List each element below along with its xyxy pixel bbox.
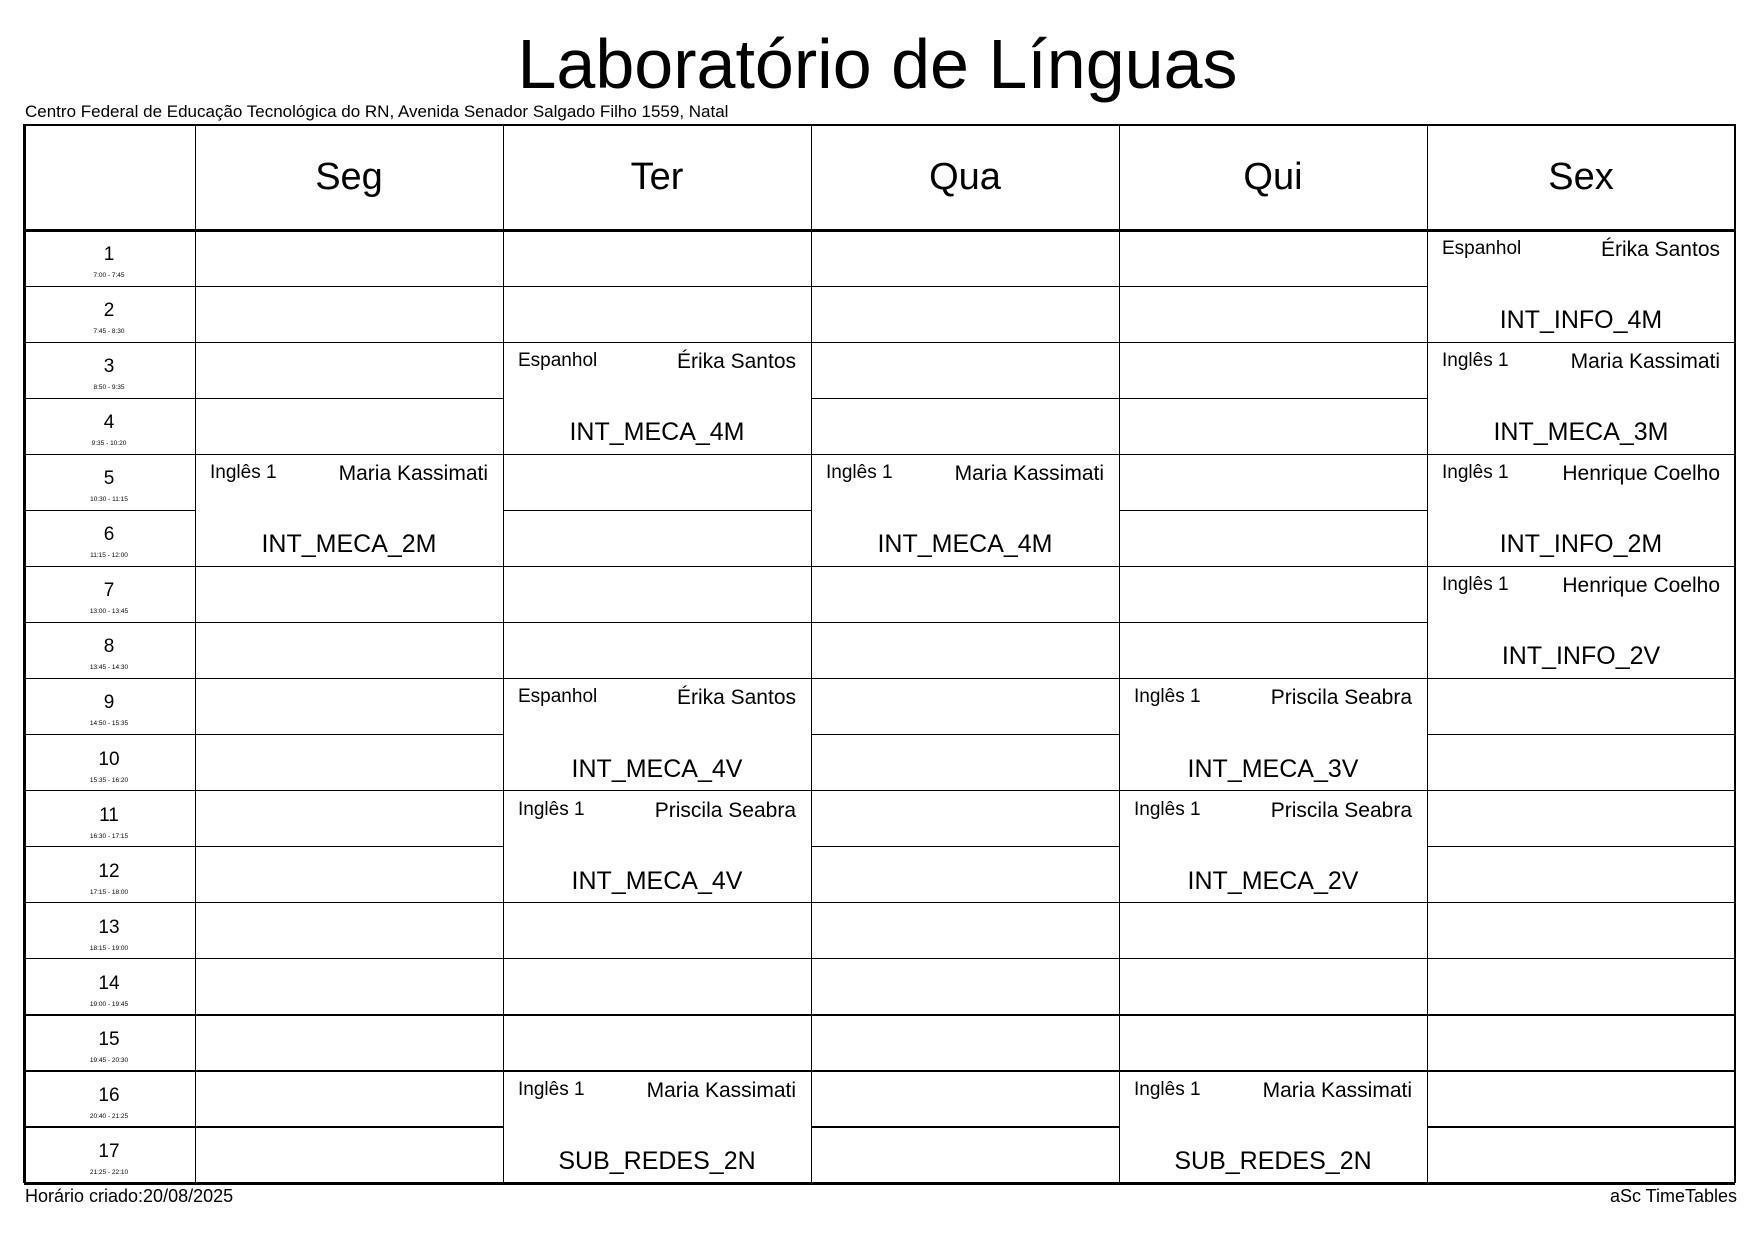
day-header: Qua (929, 155, 1001, 198)
period-number: 6 (103, 524, 115, 546)
row-divider (503, 958, 811, 959)
row-divider (1119, 958, 1427, 959)
period-time: 21:25 - 22:10 (89, 1168, 129, 1176)
lesson-subject: Inglês 1 (1134, 686, 1201, 708)
period-time: 13:00 - 13:45 (89, 608, 129, 616)
day-header: Seg (315, 155, 383, 198)
row-divider (811, 1070, 1119, 1071)
lesson-subject: Espanhol (1442, 238, 1522, 259)
row-divider (195, 286, 503, 287)
row-divider (811, 790, 1119, 791)
lesson-teacher: Maria Kassimati (1570, 350, 1720, 374)
period-number: 10 (98, 748, 120, 770)
created-date: Horário criado:20/08/2025 (25, 1186, 234, 1206)
lesson-subject: Espanhol (518, 350, 598, 372)
row-divider (811, 846, 1119, 847)
lesson-subject: Inglês 1 (1134, 1078, 1201, 1100)
period-time: 8:50 - 9:35 (93, 384, 125, 392)
row-divider (195, 1126, 503, 1127)
lesson-card[interactable] (503, 1071, 811, 1183)
lesson-teacher: Priscila Seabra (654, 798, 796, 822)
row-divider (811, 342, 1119, 343)
row-divider (24, 510, 195, 511)
row-divider (1119, 454, 1427, 455)
lesson-teacher: Érika Santos (676, 350, 796, 374)
page-title: Laboratório de Línguas (517, 25, 1238, 103)
period-time: 15:35 - 16:20 (89, 776, 129, 784)
row-divider (1119, 510, 1427, 511)
lesson-class: INT_INFO_2V (1501, 642, 1661, 671)
lesson-subject: Inglês 1 (1134, 798, 1201, 820)
row-divider (24, 846, 195, 847)
period-number: 3 (103, 356, 115, 378)
lesson-teacher: Henrique Coelho (1562, 574, 1720, 598)
row-divider (1427, 1126, 1735, 1127)
lesson-card[interactable] (1119, 678, 1427, 790)
lesson-class: INT_INFO_2M (1499, 530, 1663, 559)
period-number: 4 (103, 412, 115, 434)
period-number: 2 (103, 300, 115, 322)
row-divider (811, 1014, 1119, 1015)
row-divider (811, 1126, 1119, 1127)
row-divider (811, 902, 1119, 903)
period-number: 13 (98, 916, 120, 938)
row-divider (1427, 790, 1735, 791)
row-divider (195, 790, 503, 791)
row-divider (24, 902, 195, 903)
row-divider (24, 342, 195, 343)
lesson-class: INT_MECA_2M (261, 530, 437, 559)
row-divider (811, 622, 1119, 623)
row-divider (1119, 342, 1427, 343)
period-number: 15 (98, 1028, 120, 1050)
row-divider (195, 958, 503, 959)
lesson-teacher: Priscila Seabra (1270, 798, 1412, 822)
row-divider (24, 454, 195, 455)
row-divider (1119, 566, 1427, 567)
lesson-card[interactable] (503, 678, 811, 790)
row-divider (811, 398, 1119, 399)
row-divider (24, 1126, 195, 1127)
row-divider (195, 398, 503, 399)
period-time: 13:45 - 14:30 (89, 664, 129, 672)
row-divider (24, 790, 195, 791)
row-divider (811, 286, 1119, 287)
lesson-subject: Inglês 1 (1442, 574, 1509, 596)
lesson-class: INT_MECA_4M (877, 530, 1053, 559)
lesson-teacher: Maria Kassimati (954, 462, 1104, 486)
lesson-subject: Inglês 1 (518, 1078, 585, 1100)
period-time: 11:15 - 12:00 (90, 552, 128, 560)
row-divider (1427, 1014, 1735, 1015)
row-divider (811, 958, 1119, 959)
row-divider (811, 678, 1119, 679)
row-divider (195, 846, 503, 847)
lesson-subject: Inglês 1 (518, 798, 585, 820)
school-address: Centro Federal de Educação Tecnológica do RN, Avenida Senador Salgado Filho 1559, Natal (25, 102, 729, 121)
lesson-class: INT_MECA_3M (1493, 418, 1669, 447)
period-time: 17:15 - 18:00 (89, 888, 129, 896)
lesson-subject: Inglês 1 (1442, 350, 1509, 372)
lesson-card[interactable] (811, 454, 1119, 566)
period-time: 19:45 - 20:30 (89, 1056, 129, 1064)
period-time: 10:30 - 11:15 (90, 496, 128, 504)
row-divider (1427, 902, 1735, 903)
row-divider (24, 734, 195, 735)
row-divider (1119, 398, 1427, 399)
lesson-card[interactable] (1119, 791, 1427, 903)
column-divider (1119, 124, 1120, 1183)
row-divider (503, 566, 811, 567)
row-divider (1427, 1070, 1735, 1071)
row-divider (503, 622, 811, 623)
period-number: 1 (103, 244, 115, 265)
row-divider (24, 566, 195, 567)
row-divider (24, 286, 195, 287)
period-number: 16 (98, 1084, 120, 1106)
row-divider (195, 1014, 503, 1015)
lesson-teacher: Érika Santos (1600, 238, 1720, 261)
lesson-card[interactable] (1427, 230, 1735, 342)
day-header: Sex (1548, 155, 1614, 198)
lesson-card[interactable] (1119, 1071, 1427, 1183)
period-number: 14 (98, 972, 120, 994)
row-divider (1119, 1014, 1427, 1015)
period-number: 5 (103, 468, 115, 490)
lesson-subject: Inglês 1 (826, 462, 893, 484)
row-divider (1119, 286, 1427, 287)
column-divider (503, 124, 504, 1183)
grid-border-bottom (24, 1182, 1735, 1185)
lesson-class: INT_MECA_2V (1187, 866, 1359, 895)
lesson-teacher: Maria Kassimati (1262, 1078, 1412, 1102)
row-divider (1427, 846, 1735, 847)
day-header: Qui (1243, 155, 1303, 198)
day-header: Ter (630, 155, 684, 198)
row-divider (503, 1014, 811, 1015)
period-number: 8 (103, 636, 115, 658)
row-divider (811, 734, 1119, 735)
period-number: 7 (103, 580, 115, 602)
period-time: 9:35 - 10:20 (91, 440, 127, 448)
period-time: 7:00 - 7:45 (93, 272, 125, 279)
lesson-class: INT_MECA_3V (1187, 754, 1359, 783)
lesson-card[interactable] (1427, 342, 1735, 454)
column-divider (811, 124, 812, 1183)
software-credit: aSc TimeTables (1609, 1186, 1737, 1206)
row-divider (24, 622, 195, 623)
period-time: 14:50 - 15:35 (89, 720, 129, 728)
row-divider (195, 734, 503, 735)
lesson-teacher: Priscila Seabra (1270, 686, 1412, 710)
lesson-subject: Inglês 1 (1442, 462, 1509, 484)
period-number: 12 (98, 860, 120, 882)
lesson-subject: Inglês 1 (210, 462, 277, 484)
row-divider (24, 1070, 195, 1071)
period-time: 18:15 - 19:00 (89, 944, 129, 952)
lesson-class: SUB_REDES_2N (558, 1146, 756, 1175)
lesson-card[interactable] (195, 454, 503, 566)
lesson-teacher: Henrique Coelho (1562, 462, 1720, 486)
row-divider (1427, 734, 1735, 735)
row-divider (195, 678, 503, 679)
row-divider (195, 342, 503, 343)
period-number: 9 (103, 692, 115, 714)
lesson-card[interactable] (1427, 566, 1735, 678)
lesson-subject: Espanhol (518, 686, 598, 708)
period-time: 7:45 - 8:30 (93, 328, 125, 336)
period-number: 17 (98, 1140, 120, 1162)
row-divider (1119, 622, 1427, 623)
period-time: 20:40 - 21:25 (89, 1112, 129, 1120)
row-divider (1427, 958, 1735, 959)
lesson-teacher: Maria Kassimati (338, 462, 488, 486)
row-divider (24, 958, 195, 959)
lesson-card[interactable] (503, 342, 811, 454)
lesson-class: INT_MECA_4V (571, 866, 743, 895)
lesson-card[interactable] (503, 791, 811, 903)
period-number: 11 (99, 804, 119, 826)
lesson-class: INT_MECA_4M (569, 418, 745, 447)
lesson-teacher: Maria Kassimati (646, 1078, 796, 1102)
lesson-card[interactable] (1427, 454, 1735, 566)
row-divider (24, 398, 195, 399)
lesson-class: SUB_REDES_2N (1174, 1146, 1372, 1175)
row-divider (503, 510, 811, 511)
row-divider (503, 286, 811, 287)
period-time: 16:30 - 17:15 (89, 832, 129, 840)
row-divider (24, 1014, 195, 1015)
lesson-teacher: Érika Santos (676, 686, 796, 710)
period-time: 19:00 - 19:45 (89, 1000, 129, 1008)
row-divider (195, 1070, 503, 1071)
column-divider (195, 124, 196, 1183)
row-divider (195, 902, 503, 903)
row-divider (24, 678, 195, 679)
lesson-class: INT_MECA_4V (571, 754, 743, 783)
lesson-class: INT_INFO_4M (1499, 306, 1663, 335)
row-divider (195, 622, 503, 623)
